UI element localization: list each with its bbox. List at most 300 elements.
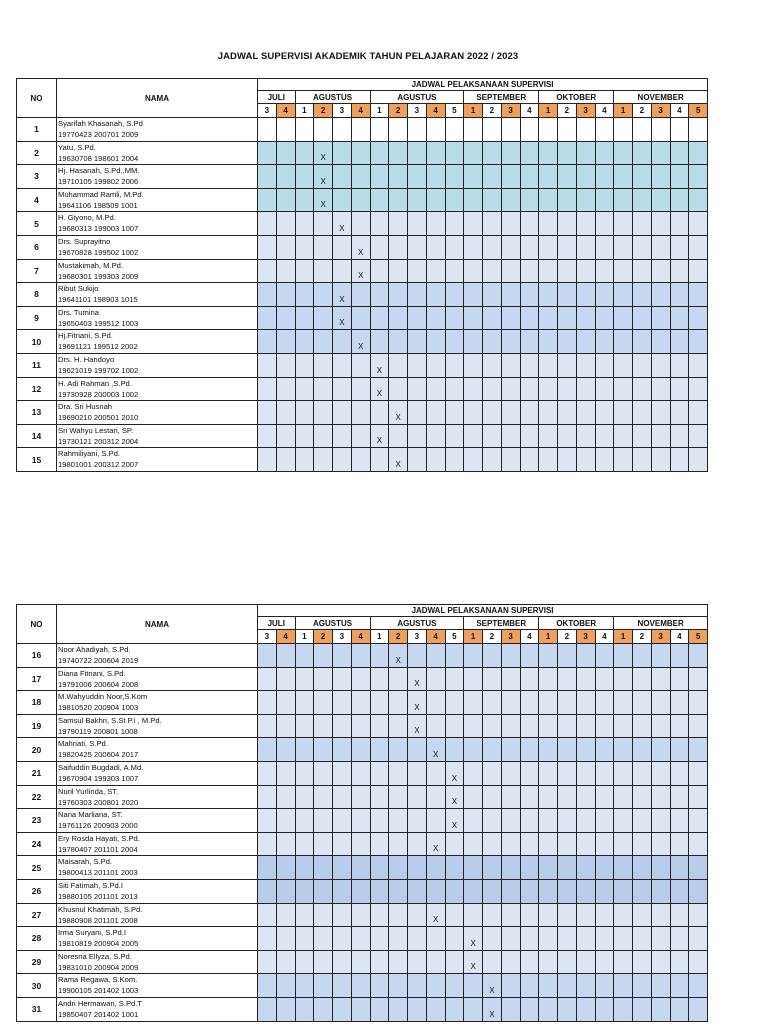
schedule-cell [389, 997, 408, 1021]
table-row [17, 644, 708, 668]
schedule-cell [389, 927, 408, 951]
supervision-mark: X [426, 903, 445, 927]
schedule-cell [595, 879, 614, 903]
schedule-cell [408, 448, 427, 472]
row-number: 5 [17, 212, 57, 236]
schedule-cell [501, 283, 520, 307]
schedule-cell [464, 448, 483, 472]
schedule-cell [539, 974, 558, 998]
schedule-cell [445, 448, 464, 472]
schedule-cell [633, 927, 652, 951]
schedule-cell [689, 644, 708, 668]
schedule-cell [595, 950, 614, 974]
schedule-cell [333, 165, 352, 189]
header-week: 3 [408, 630, 427, 644]
row-number: 20 [17, 738, 57, 762]
schedule-cell [651, 691, 670, 715]
schedule-cell [445, 330, 464, 354]
schedule-cell [276, 879, 295, 903]
schedule-cell [276, 377, 295, 401]
table-row [17, 997, 708, 1021]
teacher-cell [57, 306, 258, 330]
schedule-cell [614, 330, 633, 354]
schedule-cell [651, 306, 670, 330]
schedule-cell [595, 761, 614, 785]
teacher-name: Andri Hermawan, S.Pd.T [58, 998, 142, 1008]
schedule-cell [408, 809, 427, 833]
schedule-cell [614, 903, 633, 927]
schedule-cell [314, 856, 333, 880]
schedule-cell [351, 856, 370, 880]
schedule-cell [276, 667, 295, 691]
schedule-cell [558, 188, 577, 212]
schedule-cell [258, 306, 277, 330]
schedule-cell [576, 738, 595, 762]
schedule-cell [314, 691, 333, 715]
schedule-cell [689, 212, 708, 236]
schedule-cell [614, 448, 633, 472]
schedule-cell [520, 306, 539, 330]
schedule-cell [501, 903, 520, 927]
schedule-cell [258, 903, 277, 927]
row-number: 23 [17, 809, 57, 833]
schedule-cell [370, 259, 389, 283]
teacher-nip: 19670828 199502 1002 [58, 247, 139, 257]
schedule-cell [614, 832, 633, 856]
row-number: 14 [17, 424, 57, 448]
schedule-cell [426, 165, 445, 189]
schedule-cell [633, 714, 652, 738]
schedule-cell [651, 761, 670, 785]
teacher-name: Samsul Bakhri, S.St P.i , M.Pd. [58, 715, 162, 725]
schedule-cell [426, 644, 445, 668]
schedule-cell [539, 997, 558, 1021]
schedule-cell [576, 401, 595, 425]
header-week: 3 [408, 104, 427, 118]
schedule-cell [483, 714, 502, 738]
teacher-nip: 19810520 200904 1003 [58, 703, 139, 713]
schedule-cell [464, 714, 483, 738]
schedule-cell [689, 283, 708, 307]
header-week: 3 [576, 630, 595, 644]
schedule-cell [595, 667, 614, 691]
schedule-cell [295, 330, 314, 354]
schedule-cell [276, 714, 295, 738]
supervision-mark: X [370, 353, 389, 377]
schedule-cell [370, 832, 389, 856]
schedule-cell [651, 974, 670, 998]
header-week: 5 [445, 630, 464, 644]
teacher-cell [57, 785, 258, 809]
schedule-cell [408, 306, 427, 330]
schedule-cell [595, 188, 614, 212]
schedule-cell [445, 950, 464, 974]
schedule-cell [314, 424, 333, 448]
schedule-cell [670, 832, 689, 856]
schedule-cell [333, 330, 352, 354]
schedule-cell [351, 644, 370, 668]
teacher-name: Yatu, S.Pd. [58, 142, 96, 152]
schedule-cell [314, 644, 333, 668]
schedule-cell [258, 974, 277, 998]
schedule-cell [539, 330, 558, 354]
schedule-cell [408, 950, 427, 974]
schedule-cell [689, 141, 708, 165]
schedule-cell [539, 785, 558, 809]
schedule-cell [370, 448, 389, 472]
schedule-cell [389, 761, 408, 785]
schedule-cell [614, 974, 633, 998]
schedule-cell [389, 974, 408, 998]
schedule-cell [258, 424, 277, 448]
schedule-cell [314, 738, 333, 762]
schedule-cell [689, 927, 708, 951]
teacher-nip: 19760303 200801 2020 [58, 797, 139, 807]
schedule-cell [539, 667, 558, 691]
schedule-cell [370, 950, 389, 974]
schedule-cell [258, 691, 277, 715]
schedule-cell [426, 809, 445, 833]
schedule-cell [633, 118, 652, 142]
schedule-cell [501, 401, 520, 425]
schedule-cell [689, 997, 708, 1021]
header-week: 4 [520, 630, 539, 644]
schedule-cell [651, 165, 670, 189]
schedule-cell [670, 401, 689, 425]
supervision-mark: X [370, 377, 389, 401]
schedule-cell [520, 950, 539, 974]
schedule-cell [408, 118, 427, 142]
schedule-cell [351, 809, 370, 833]
schedule-cell [333, 974, 352, 998]
supervision-mark: X [333, 306, 352, 330]
schedule-cell [276, 212, 295, 236]
schedule-cell [258, 118, 277, 142]
schedule-cell [483, 738, 502, 762]
header-week: 4 [351, 104, 370, 118]
header-month: AGUSTUS [295, 617, 370, 630]
schedule-cell [483, 377, 502, 401]
schedule-cell [258, 856, 277, 880]
schedule-cell [614, 141, 633, 165]
schedule-cell [483, 306, 502, 330]
schedule-cell [314, 353, 333, 377]
row-number: 10 [17, 330, 57, 354]
schedule-cell [520, 832, 539, 856]
header-week: 4 [426, 104, 445, 118]
schedule-cell [351, 761, 370, 785]
schedule-cell [614, 283, 633, 307]
schedule-cell [389, 832, 408, 856]
schedule-cell [314, 974, 333, 998]
schedule-cell [651, 950, 670, 974]
schedule-cell [370, 903, 389, 927]
schedule-cell [670, 903, 689, 927]
schedule-cell [276, 644, 295, 668]
schedule-cell [501, 259, 520, 283]
schedule-cell [426, 448, 445, 472]
header-month: SEPTEMBER [464, 91, 539, 104]
schedule-cell [445, 691, 464, 715]
schedule-cell [333, 879, 352, 903]
schedule-cell [670, 353, 689, 377]
schedule-cell [314, 879, 333, 903]
schedule-cell [576, 927, 595, 951]
schedule-cell [633, 738, 652, 762]
schedule-cell [333, 118, 352, 142]
schedule-cell [651, 785, 670, 809]
schedule-cell [520, 927, 539, 951]
schedule-cell [651, 188, 670, 212]
schedule-cell [558, 738, 577, 762]
schedule-cell [445, 832, 464, 856]
teacher-nip: 19770423 200701 2009 [58, 130, 139, 139]
schedule-cell [539, 691, 558, 715]
schedule-cell [426, 927, 445, 951]
schedule-cell [295, 714, 314, 738]
schedule-cell [633, 667, 652, 691]
header-week: 1 [464, 630, 483, 644]
schedule-cell [576, 353, 595, 377]
schedule-cell [276, 903, 295, 927]
schedule-cell [501, 644, 520, 668]
schedule-cell [558, 879, 577, 903]
schedule-cell [333, 424, 352, 448]
schedule-cell [483, 283, 502, 307]
schedule-cell [558, 691, 577, 715]
schedule-cell [614, 259, 633, 283]
schedule-cell [558, 667, 577, 691]
schedule-cell [258, 377, 277, 401]
schedule-cell [689, 879, 708, 903]
schedule-cell [633, 330, 652, 354]
schedule-cell [651, 738, 670, 762]
schedule-cell [670, 306, 689, 330]
teacher-cell [57, 714, 258, 738]
teacher-cell [57, 856, 258, 880]
teacher-name: Nana Marliana, ST. [58, 810, 123, 820]
schedule-cell [258, 353, 277, 377]
schedule-cell [408, 738, 427, 762]
schedule-cell [595, 974, 614, 998]
schedule-cell [295, 283, 314, 307]
schedule-cell [276, 141, 295, 165]
schedule-cell [483, 832, 502, 856]
schedule-cell [689, 330, 708, 354]
schedule-cell [314, 809, 333, 833]
header-week: 2 [483, 630, 502, 644]
schedule-cell [464, 667, 483, 691]
schedule-cell [483, 165, 502, 189]
schedule-cell [464, 165, 483, 189]
teacher-name: Rahmiliyani, S.Pd. [58, 449, 121, 459]
schedule-cell [595, 377, 614, 401]
schedule-cell [333, 259, 352, 283]
schedule-cell [539, 118, 558, 142]
schedule-cell [295, 879, 314, 903]
header-week: 1 [370, 104, 389, 118]
schedule-cell [295, 401, 314, 425]
schedule-cell [295, 974, 314, 998]
schedule-cell [651, 353, 670, 377]
schedule-cell [445, 283, 464, 307]
teacher-name: Dra. Sri Husnah [58, 402, 113, 412]
schedule-cell [670, 235, 689, 259]
schedule-cell [501, 950, 520, 974]
teacher-cell [57, 141, 258, 165]
schedule-cell [258, 927, 277, 951]
teacher-cell [57, 644, 258, 668]
schedule-cell [333, 353, 352, 377]
schedule-cell [689, 448, 708, 472]
supervision-mark: X [408, 714, 427, 738]
schedule-cell [576, 330, 595, 354]
schedule-cell [483, 212, 502, 236]
schedule-cell [445, 353, 464, 377]
schedule-cell [633, 424, 652, 448]
header-no: NO [17, 79, 57, 118]
header-week: 3 [333, 630, 352, 644]
schedule-cell [651, 259, 670, 283]
schedule-cell [464, 691, 483, 715]
supervision-mark: X [408, 667, 427, 691]
schedule-cell [483, 879, 502, 903]
schedule-cell [558, 950, 577, 974]
schedule-cell [351, 927, 370, 951]
teacher-nip: 19801001 200312 2007 [58, 460, 139, 470]
schedule-cell [633, 903, 652, 927]
schedule-cell [258, 330, 277, 354]
schedule-cell [633, 997, 652, 1021]
schedule-cell [295, 856, 314, 880]
teacher-cell [57, 832, 258, 856]
schedule-cell [295, 141, 314, 165]
row-number: 26 [17, 879, 57, 903]
teacher-cell [57, 330, 258, 354]
schedule-cell [539, 165, 558, 189]
schedule-cell [464, 141, 483, 165]
teacher-name: Mustakimah, M.Pd. [58, 260, 123, 270]
schedule-cell [276, 761, 295, 785]
schedule-cell [576, 448, 595, 472]
schedule-cell [314, 212, 333, 236]
schedule-cell [426, 974, 445, 998]
row-number: 16 [17, 644, 57, 668]
schedule-cell [351, 950, 370, 974]
row-number: 9 [17, 306, 57, 330]
schedule-cell [258, 879, 277, 903]
schedule-cell [258, 644, 277, 668]
schedule-cell [276, 330, 295, 354]
schedule-cell [670, 927, 689, 951]
schedule-cell [464, 283, 483, 307]
schedule-cell [314, 927, 333, 951]
schedule-cell [576, 644, 595, 668]
header-week: 1 [539, 630, 558, 644]
table-row [17, 306, 708, 330]
header-week: 3 [501, 630, 520, 644]
schedule-cell [595, 141, 614, 165]
schedule-cell [651, 997, 670, 1021]
schedule-cell [689, 856, 708, 880]
schedule-cell [333, 832, 352, 856]
schedule-cell [501, 330, 520, 354]
table-row [17, 424, 708, 448]
schedule-cell [464, 785, 483, 809]
schedule-cell [595, 644, 614, 668]
schedule-cell [576, 785, 595, 809]
schedule-cell [295, 306, 314, 330]
schedule-cell [426, 118, 445, 142]
schedule-cell [426, 424, 445, 448]
schedule-cell [295, 424, 314, 448]
schedule-cell [539, 141, 558, 165]
teacher-cell [57, 235, 258, 259]
schedule-cell [614, 377, 633, 401]
schedule-cell [539, 950, 558, 974]
schedule-cell [370, 785, 389, 809]
schedule-cell [464, 377, 483, 401]
teacher-cell [57, 950, 258, 974]
schedule-cell [520, 401, 539, 425]
schedule-cell [389, 165, 408, 189]
schedule-cell [314, 401, 333, 425]
schedule-cell [445, 974, 464, 998]
schedule-cell [370, 330, 389, 354]
teacher-nip: 19680301 199303 2009 [58, 271, 139, 281]
header-week: 2 [314, 630, 333, 644]
schedule-cell [408, 761, 427, 785]
teacher-cell [57, 448, 258, 472]
schedule-cell [651, 235, 670, 259]
schedule-cell [295, 903, 314, 927]
header-month: NOVEMBER [614, 617, 708, 630]
schedule-cell [426, 188, 445, 212]
schedule-cell [351, 738, 370, 762]
schedule-cell [689, 165, 708, 189]
row-number: 21 [17, 761, 57, 785]
schedule-cell [445, 997, 464, 1021]
supervision-mark: X [370, 424, 389, 448]
teacher-nip: 19690210 200501 2010 [58, 413, 139, 423]
row-number: 28 [17, 927, 57, 951]
header-week: 5 [689, 104, 708, 118]
header-week: 3 [651, 630, 670, 644]
schedule-cell [408, 927, 427, 951]
schedule-cell [445, 212, 464, 236]
schedule-cell [520, 141, 539, 165]
schedule-cell [314, 667, 333, 691]
header-nama: NAMA [57, 605, 258, 644]
schedule-cell [389, 879, 408, 903]
schedule-cell [558, 974, 577, 998]
schedule-cell [370, 212, 389, 236]
supervision-mark: X [408, 691, 427, 715]
schedule-cell [389, 714, 408, 738]
schedule-cell [539, 738, 558, 762]
header-week: 3 [258, 630, 277, 644]
schedule-cell [558, 118, 577, 142]
schedule-cell [314, 377, 333, 401]
schedule-cell [501, 377, 520, 401]
supervision-mark: X [351, 259, 370, 283]
schedule-cell [464, 401, 483, 425]
schedule-cell [670, 424, 689, 448]
schedule-cell [408, 330, 427, 354]
schedule-cell [314, 950, 333, 974]
teacher-nip: 19831010 200904 2009 [58, 962, 139, 972]
schedule-cell [408, 974, 427, 998]
